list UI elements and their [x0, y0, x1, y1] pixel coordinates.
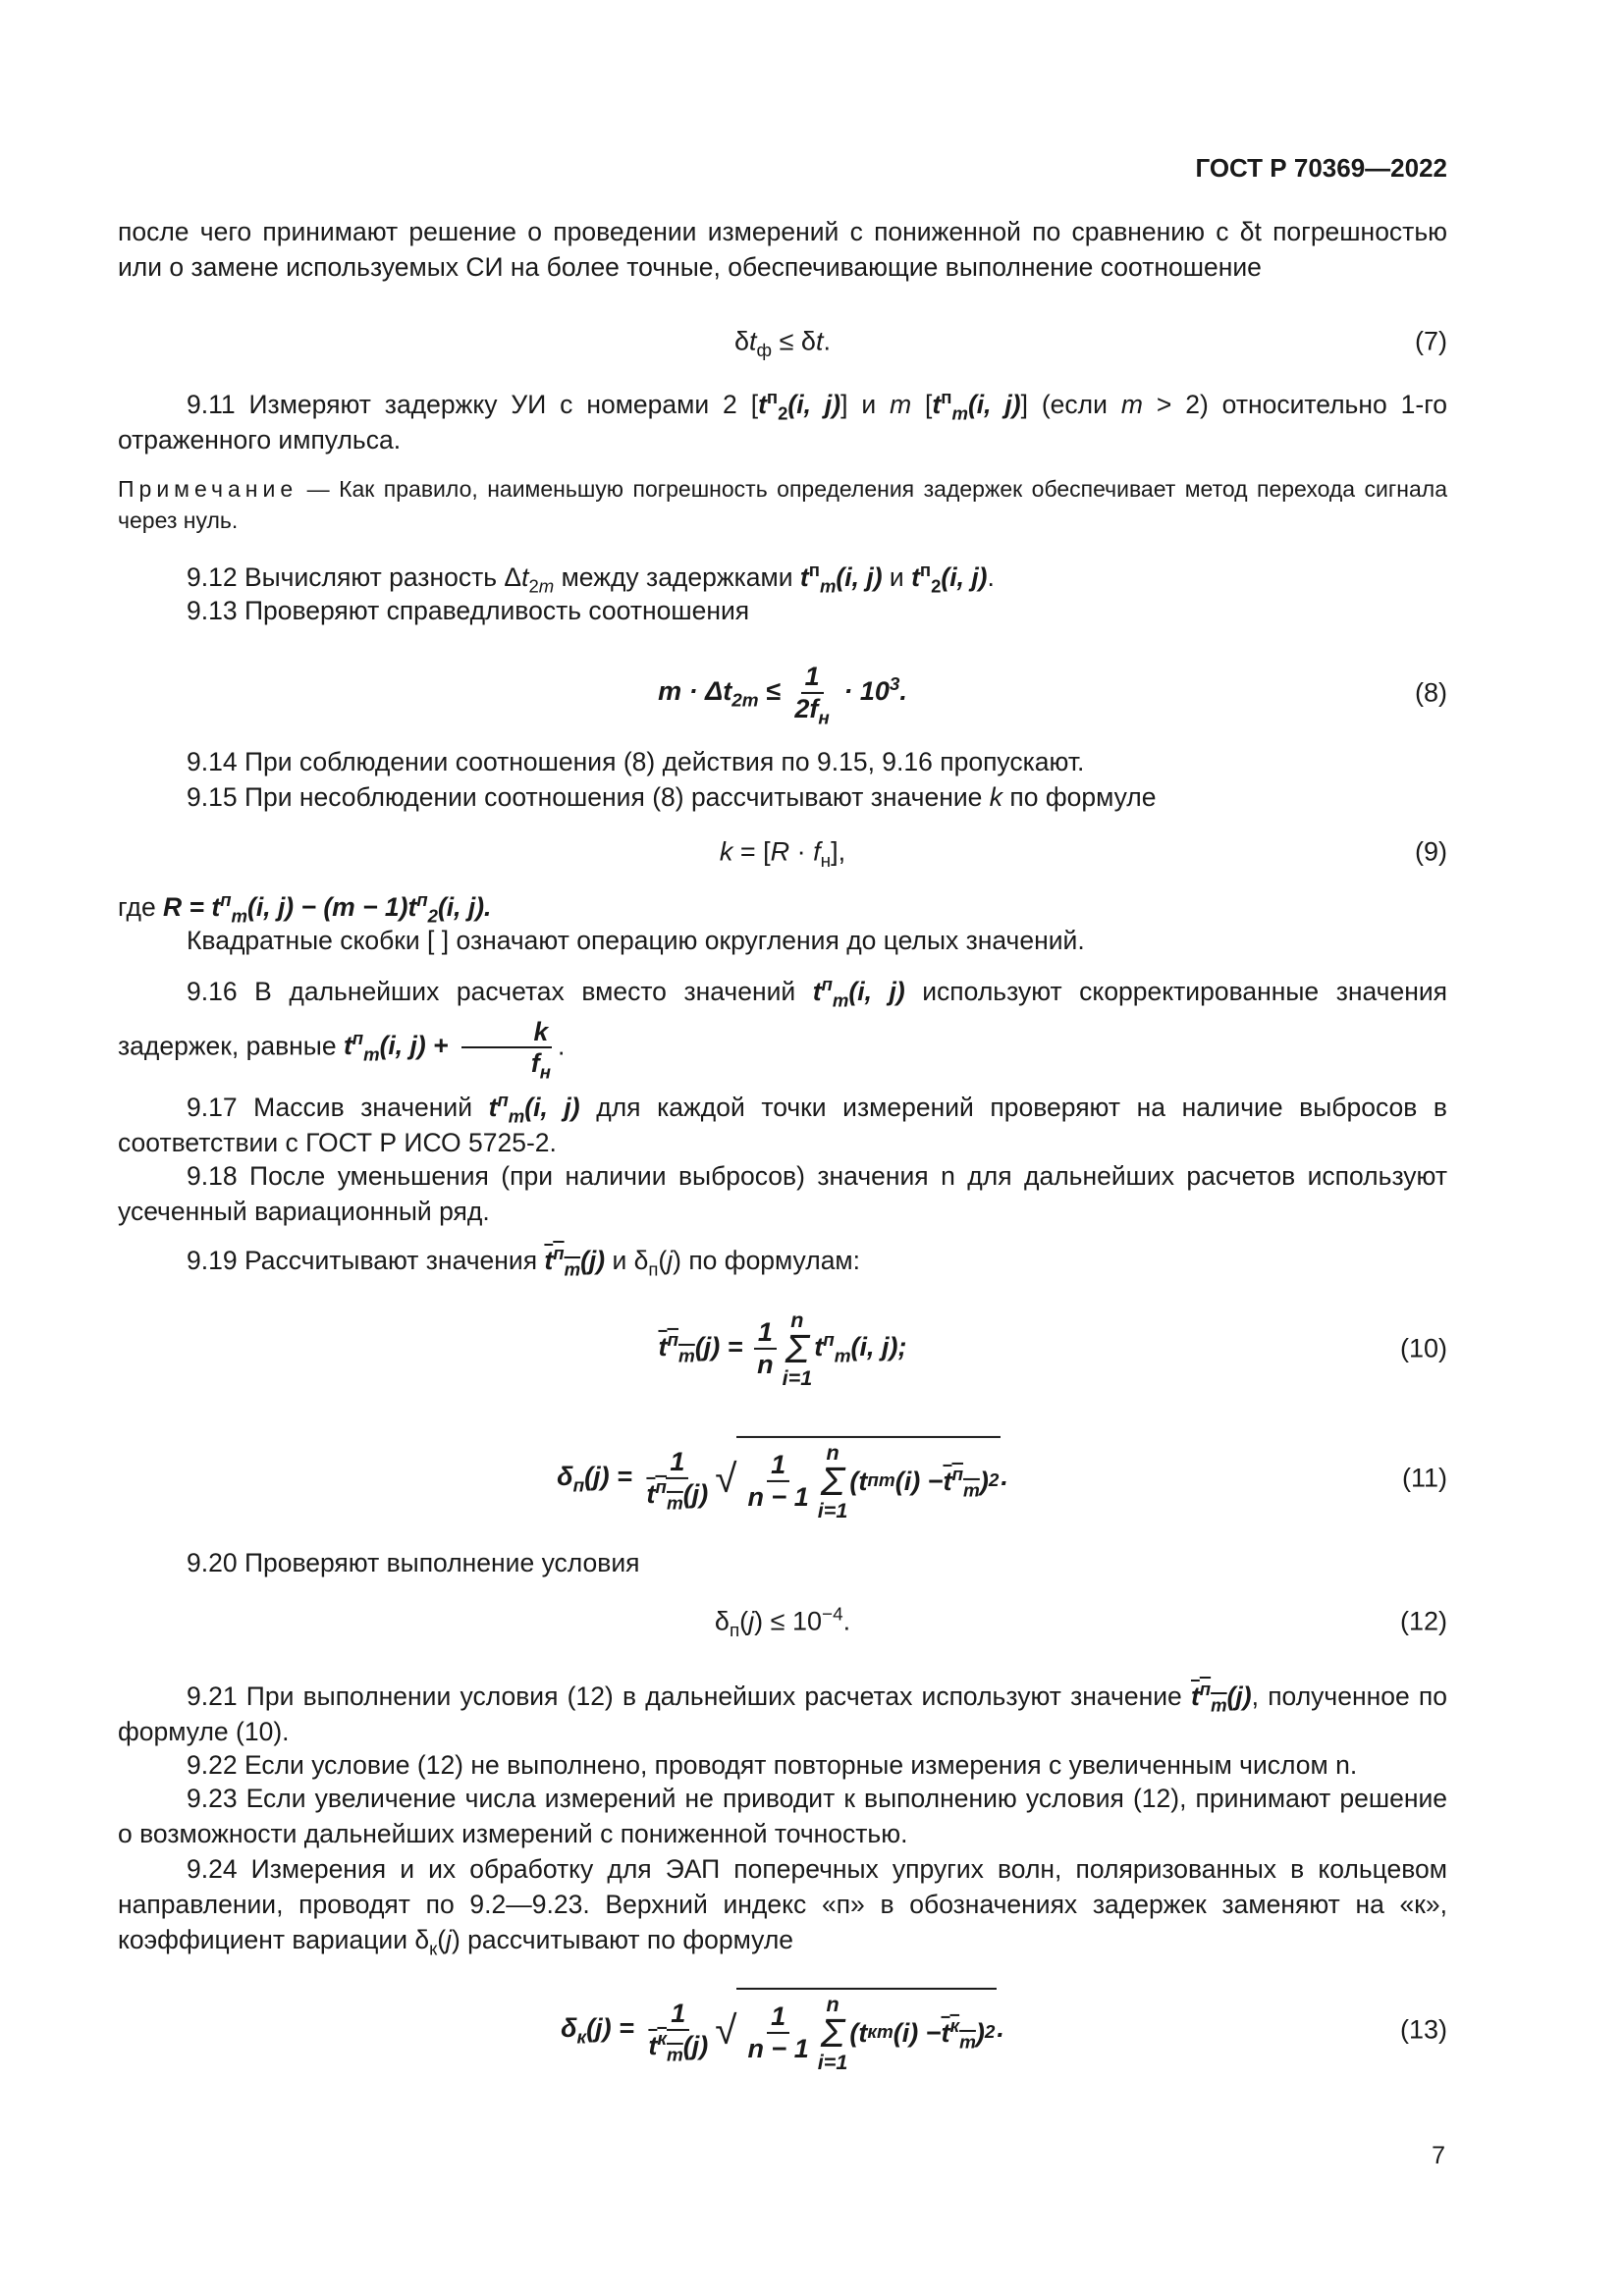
- paragraph-9-24: 9.24 Измерения и их обработку для ЭАП поперечных упругих волн, поляризованных в кольцевом направлении, проводят по 9.2—9.23. Верхний индекс «п» в обозначениях задержек заменяют на «к», коэффициент вариации $\delta_к(j)$ рассчитывают по формуле: [118, 1854, 1447, 1959]
- page-number: 7: [1432, 2142, 1445, 2169]
- paragraph-9-17: 9.17 Массив значений $t^п_m(i$, j) для каждой точки измерений проверяют на наличие выбросов в соответствии с ГОСТ Р ИСО 5725-2.: [118, 1090, 1447, 1157]
- formula-7-number: (7): [1415, 326, 1447, 356]
- formula-8: $m \cdot \Delta t_{2m}$ ≤ $\frac{1}{2f_н}$ · $10^3$. (8): [658, 661, 1447, 729]
- paragraph-9-16: 9.16 В дальнейших расчетах вместо значений $t^п_m(i$, j) используют скорректированные значения задержек, равные $t^п_m(i$, j) + $\frac{k}{f_н}$ .: [118, 974, 1447, 1083]
- formula-11: $\delta_п(j)$ = $\frac{1}{t^п_m(j)}$ √ $\frac{1}{n - 1}$ n Σ i=1 (t п m (i) − $t^п_m$ ) 2 . (11): [118, 1415, 1447, 1541]
- paragraph-intro: после чего принимают решение о проведении измерений с пониженной по сравнению с δt погрешностью или о замене используемых СИ на более точные, обеспечивающие выполнение соотношение: [118, 217, 1447, 282]
- document-code-header: ГОСТ Р 70369—2022: [1195, 153, 1447, 183]
- formula-7: $\delta t_ф \le \delta t$. (7): [734, 326, 1447, 361]
- formula-8-number: (8): [1415, 677, 1447, 708]
- paragraph-9-11: 9.11 Измеряют задержку УИ с номерами 2 [$t^п_2(i$, j)] и m [$t^п_m(i$, j)] (если m > 2) относительно 1-го отраженного импульса.: [118, 387, 1448, 454]
- paragraph-9-13: 9.13 Проверяют справедливость соотношения: [187, 596, 750, 625]
- paragraph-9-12: 9.12 Вычисляют разность $\Delta t_{2m}$ между задержками $t^п_m(i$, j) и $t^п_2(i$, j).: [187, 560, 995, 597]
- note-9-11: Примечание — Как правило, наименьшую погрешность определения задержек обеспечивает метод перехода сигнала через нуль.: [118, 476, 1447, 533]
- paragraph-9-23: 9.23 Если увеличение числа измерений не приводит к выполнению условия (12), принимают решение о возможности дальнейших измерений с пониженной точностью.: [118, 1784, 1447, 1848]
- paragraph-9-14: 9.14 При соблюдении соотношения (8) действия по 9.15, 9.16 пропускают.: [187, 747, 1085, 776]
- formula-10: $t^п_m(j)$ = $\frac{1}{n}$ n Σ i=1 $t^п_m(i$, j); (10): [658, 1307, 1447, 1390]
- formula-9: $k = [R \cdot f_н]$, (9): [719, 836, 1447, 872]
- paragraph-9-21: 9.21 При выполнении условия (12) в дальнейших расчетах используют значение $t^п_m(j)$, полученное по формуле (10).: [118, 1679, 1447, 1746]
- formula-13: $\delta_к(j)$ = $\frac{1}{t^к_m(j)}$ √ $\frac{1}{n - 1}$ n Σ i=1 (t к m (i) − $t^к_m$ ) 2 . (13): [118, 1967, 1447, 2093]
- formula-12-number: (12): [1399, 1606, 1447, 1636]
- paragraph-9-20: 9.20 Проверяют выполнение условия: [187, 1548, 640, 1577]
- paragraph-where-r: где $R = t^п_m(i$, $j) - (m - 1)t^п_2(i$, j).: [118, 889, 492, 927]
- paragraph-9-19: 9.19 Рассчитывают значения $t^п_m(j)$ и $\delta_п(j)$ по формулам:: [187, 1243, 861, 1280]
- paragraph-9-15: 9.15 При несоблюдении соотношения (8) рассчитывают значение k по формуле: [187, 782, 1157, 812]
- formula-11-number: (11): [1401, 1463, 1447, 1493]
- formula-10-number: (10): [1399, 1333, 1447, 1363]
- paragraph-9-22: 9.22 Если условие (12) не выполнено, проводят повторные измерения с увеличенным числом n.: [187, 1750, 1358, 1780]
- formula-12: $\delta_п(j) \le 10^{-4}$. (12): [714, 1604, 1447, 1641]
- paragraph-brackets: Квадратные скобки [ ] означают операцию округления до целых значений.: [187, 926, 1085, 955]
- formula-13-number: (13): [1399, 2014, 1447, 2045]
- formula-9-number: (9): [1415, 836, 1447, 867]
- paragraph-9-18: 9.18 После уменьшения (при наличии выбросов) значения n для дальнейших расчетов используют усеченный вариационный ряд.: [118, 1161, 1447, 1226]
